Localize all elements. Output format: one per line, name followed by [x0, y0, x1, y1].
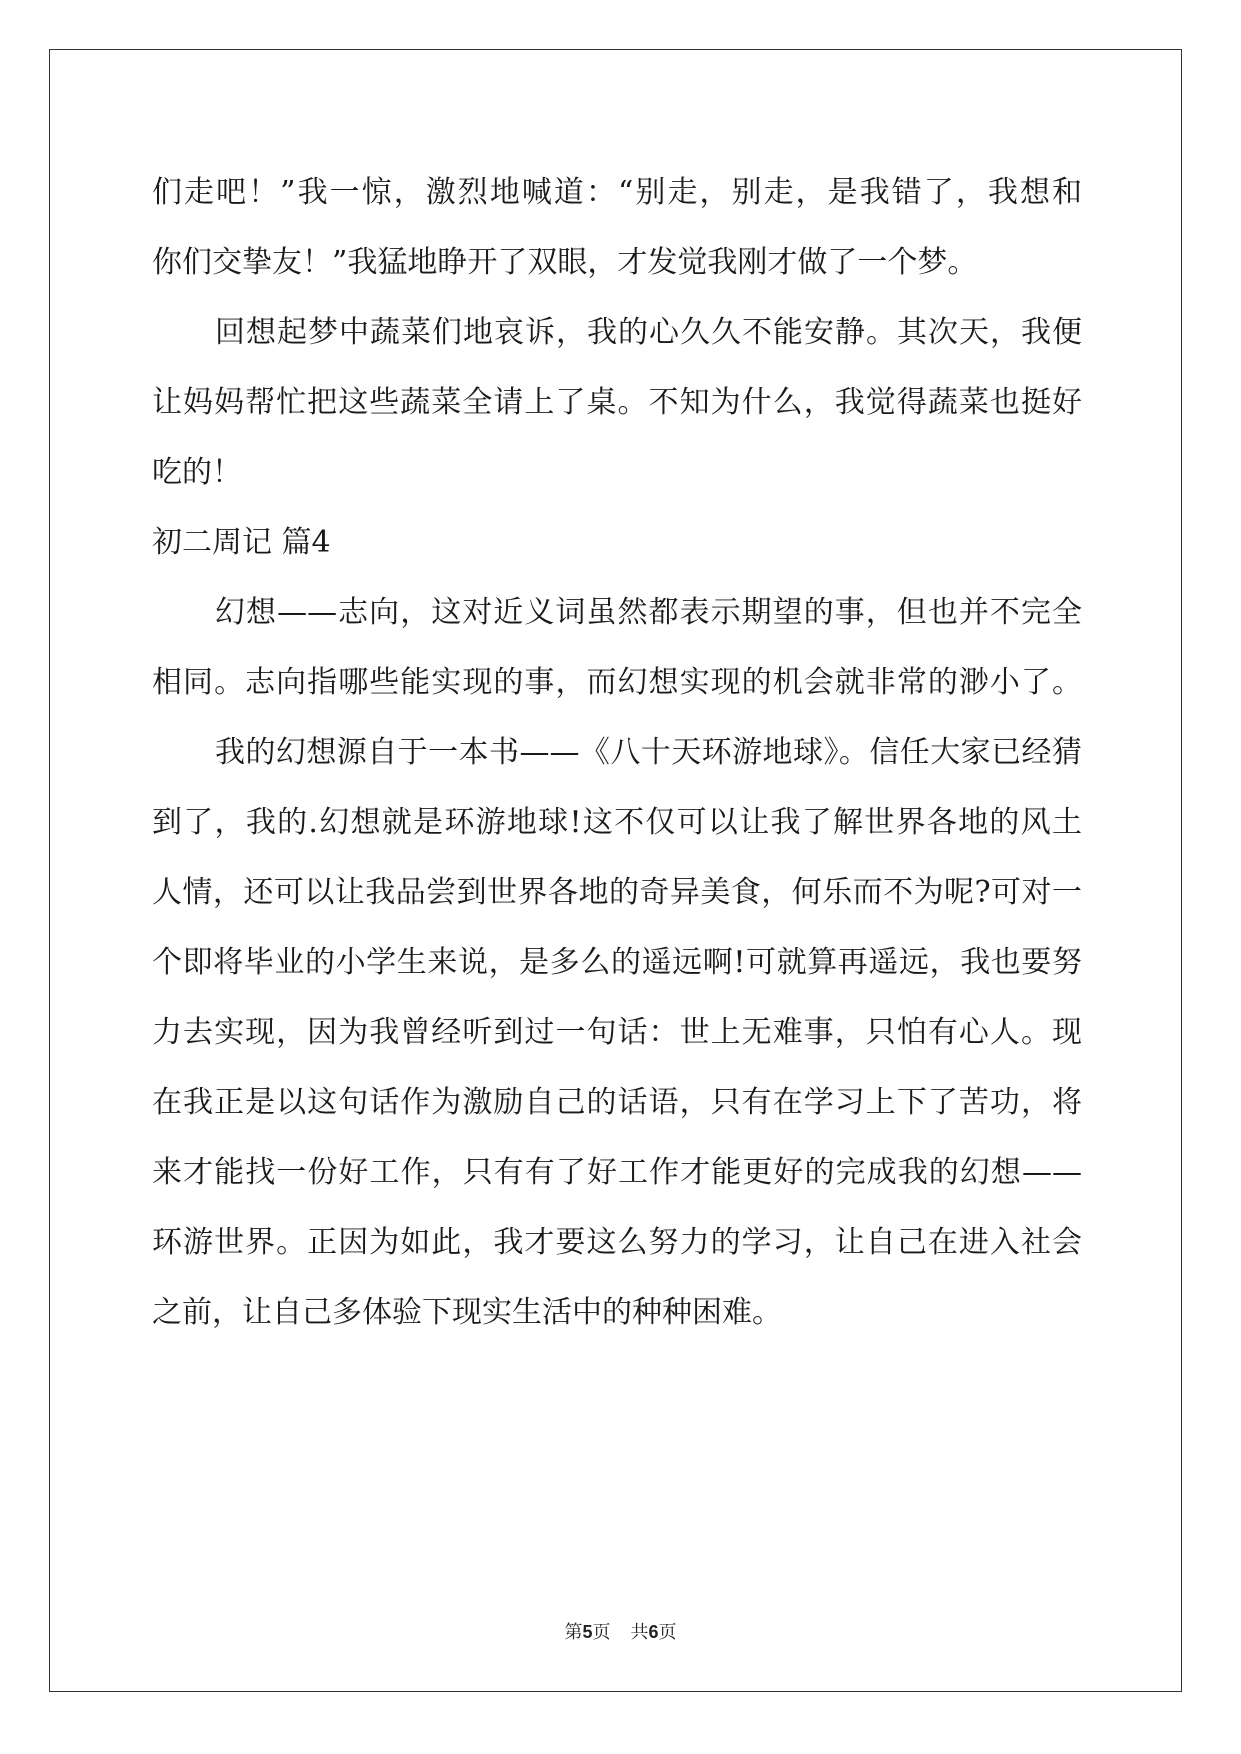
total-label: 页	[658, 1622, 677, 1643]
paragraph-first-line: 回想起梦中蔬菜们地哀诉，我的心久久不能安静。其次天，我便	[215, 315, 1082, 350]
paragraph-first-line: 我的幻想源自于一本书——《八十天环游地球》。信任大家已经猜	[215, 735, 1082, 770]
text-line: 到了，我的.幻想就是环游地球!这不仅可以让我了解世界各地的风土	[152, 805, 1082, 840]
text-line: 在我正是以这句话作为激励自己的话语，只有在学习上下了苦功，将	[152, 1085, 1082, 1120]
paragraph-first-line: 幻想——志向，这对近义词虽然都表示期望的事，但也并不完全	[215, 595, 1082, 630]
text-line: 你们交挚友！”我猛地睁开了双眼，才发觉我刚才做了一个梦。	[152, 245, 978, 280]
text-line: 来才能找一份好工作，只有有了好工作才能更好的完成我的幻想——	[152, 1155, 1082, 1190]
text-line: 力去实现，因为我曾经听到过一句话：世上无难事，只怕有心人。现	[152, 1015, 1082, 1050]
document-body	[152, 158, 1082, 1348]
text-line: 让妈妈帮忙把这些蔬菜全请上了桌。不知为什么，我觉得蔬菜也挺好	[152, 385, 1082, 420]
page-prefix: 第	[564, 1622, 583, 1643]
text-line: 人情，还可以让我品尝到世界各地的奇异美食，何乐而不为呢?可对一	[152, 875, 1082, 910]
page-footer	[0, 1618, 1241, 1644]
text-line: 环游世界。正因为如此，我才要这么努力的学习，让自己在进入社会	[152, 1225, 1082, 1260]
page-label: 页	[592, 1622, 611, 1643]
total-prefix: 共	[630, 1622, 649, 1643]
text-line: 们走吧！”我一惊，激烈地喊道：“别走，别走，是我错了，我想和	[152, 175, 1082, 210]
page-total: 6	[648, 1622, 659, 1642]
text-line: 相同。志向指哪些能实现的事，而幻想实现的机会就非常的渺小了。	[152, 665, 1082, 700]
section-heading: 初二周记 篇4	[152, 525, 331, 560]
page-current: 5	[582, 1622, 593, 1642]
text-line: 之前，让自己多体验下现实生活中的种种困难。	[152, 1295, 782, 1330]
text-line: 吃的！	[152, 455, 242, 490]
text-line: 个即将毕业的小学生来说，是多么的遥远啊!可就算再遥远，我也要努	[152, 945, 1082, 980]
